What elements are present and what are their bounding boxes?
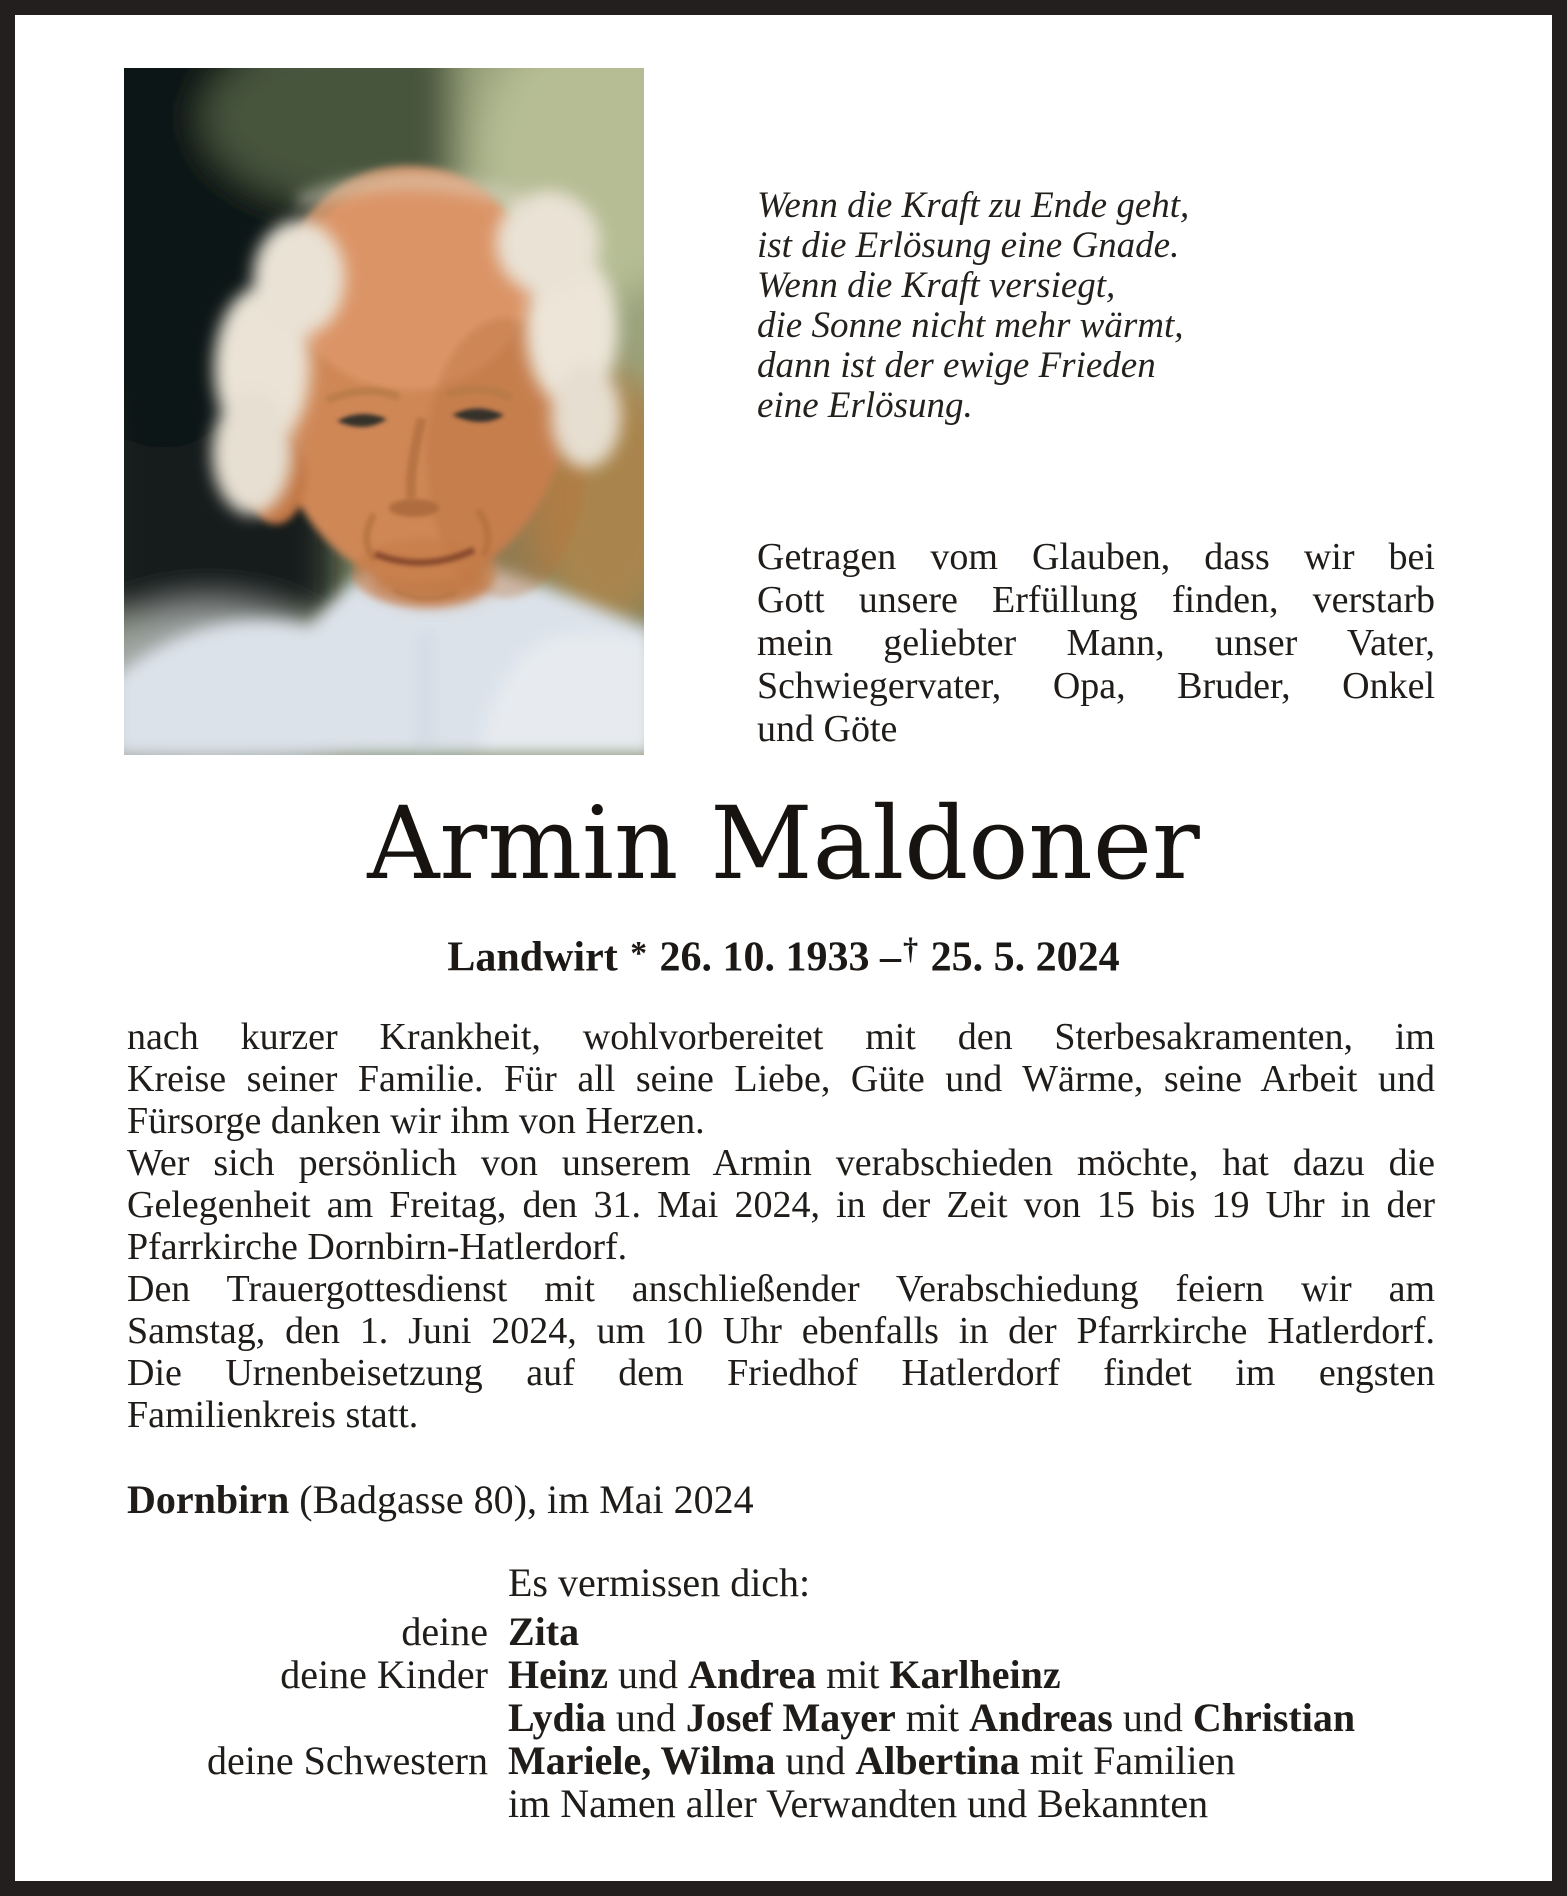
mourner-name-part: Karlheinz bbox=[889, 1652, 1061, 1697]
mourner-name-part: Mariele, Wilma bbox=[508, 1738, 776, 1783]
intro-line: und Göte bbox=[757, 708, 898, 750]
intro-line: Gott unsere Erfüllung finden, verstarb bbox=[757, 579, 1435, 621]
deceased-name: Armin Maldoner bbox=[367, 785, 1200, 902]
poem-line: dann ist der ewige Frieden bbox=[757, 345, 1156, 386]
mourner-name-part: mit bbox=[816, 1652, 890, 1697]
mourner-name-part: mit Familien bbox=[1019, 1738, 1236, 1783]
profession: Landwirt bbox=[447, 934, 618, 981]
announcement-line: Fürsorge danken wir ihm von Herzen. bbox=[127, 1100, 705, 1142]
poem-line: eine Erlösung. bbox=[757, 385, 973, 426]
poem-line: Wenn die Kraft versiegt, bbox=[757, 265, 1116, 306]
place-date-rest: (Badgasse 80), im Mai 2024 bbox=[289, 1477, 754, 1522]
intro-line: mein geliebter Mann, unser Vater, bbox=[757, 622, 1435, 664]
mourner-name-part: Andreas bbox=[969, 1695, 1113, 1740]
mourner-name-part: und bbox=[1112, 1695, 1193, 1740]
announcement-line: Den Trauergottesdienst mit anschließender Verabschiedung feiern wir am bbox=[127, 1268, 1435, 1310]
mourner-name-part: mit bbox=[895, 1695, 970, 1740]
mourner-role-label: deine Schwestern bbox=[206, 1738, 488, 1783]
announcement-line: Familienkreis statt. bbox=[127, 1394, 419, 1436]
mourner-name-part: Andrea bbox=[687, 1652, 817, 1697]
announcement-line: Die Urnenbeisetzung auf dem Friedhof Hatlerdorf findet im engsten bbox=[127, 1352, 1435, 1394]
announcement-line: nach kurzer Krankheit, wohlvorbereitet mit den Sterbesakramenten, im bbox=[127, 1016, 1435, 1058]
death-date: 25. 5. 2024 bbox=[930, 934, 1120, 981]
mourner-name-part: und bbox=[775, 1738, 856, 1783]
birth-date: 26. 10. 1933 bbox=[659, 934, 870, 981]
poem-line: Wenn die Kraft zu Ende geht, bbox=[757, 185, 1190, 226]
mourner-name-part: Albertina bbox=[855, 1738, 1020, 1783]
born-symbol: * bbox=[630, 935, 648, 973]
announcement-line: Wer sich persönlich von unserem Armin verabschieden möchte, hat dazu die bbox=[127, 1142, 1435, 1184]
mourner-name-part: Josef Mayer bbox=[685, 1695, 896, 1740]
mourner-name-part: und bbox=[607, 1652, 688, 1697]
mourner-name-part: Heinz bbox=[508, 1652, 608, 1697]
mourner-name-part: und bbox=[605, 1695, 686, 1740]
died-symbol: † bbox=[903, 932, 919, 966]
announcement-line: Samstag, den 1. Juni 2024, um 10 Uhr ebenfalls in der Pfarrkirche Hatlerdorf. bbox=[127, 1310, 1435, 1352]
mourner-name-part: Christian bbox=[1192, 1695, 1356, 1740]
dates-separator: – bbox=[880, 934, 902, 981]
poem-line: ist die Erlösung eine Gnade. bbox=[757, 225, 1180, 266]
place-name: Dornbirn bbox=[127, 1477, 290, 1522]
mourner-name-part: Lydia bbox=[508, 1695, 606, 1740]
announcement-line: Kreise seiner Familie. Für all seine Liebe, Güte und Wärme, seine Arbeit und bbox=[127, 1058, 1435, 1100]
intro-line: Getragen vom Glauben, dass wir bei bbox=[757, 536, 1435, 578]
mourner-role-label: deine Kinder bbox=[280, 1652, 488, 1697]
announcement-line: Gelegenheit am Freitag, den 31. Mai 2024, in der Zeit von 15 bis 19 Uhr in der bbox=[127, 1184, 1435, 1226]
closing-heading: Es vermissen dich: bbox=[508, 1560, 811, 1605]
mourner-role-label: deine bbox=[401, 1609, 488, 1654]
mourner-name-part: im Namen aller Verwandten und Bekannten bbox=[508, 1781, 1209, 1826]
mourner-name-part: Zita bbox=[508, 1609, 580, 1654]
poem-line: die Sonne nicht mehr wärmt, bbox=[757, 305, 1184, 346]
announcement-line: Pfarrkirche Dornbirn-Hatlerdorf. bbox=[127, 1226, 628, 1268]
intro-line: Schwiegervater, Opa, Bruder, Onkel bbox=[757, 665, 1435, 707]
